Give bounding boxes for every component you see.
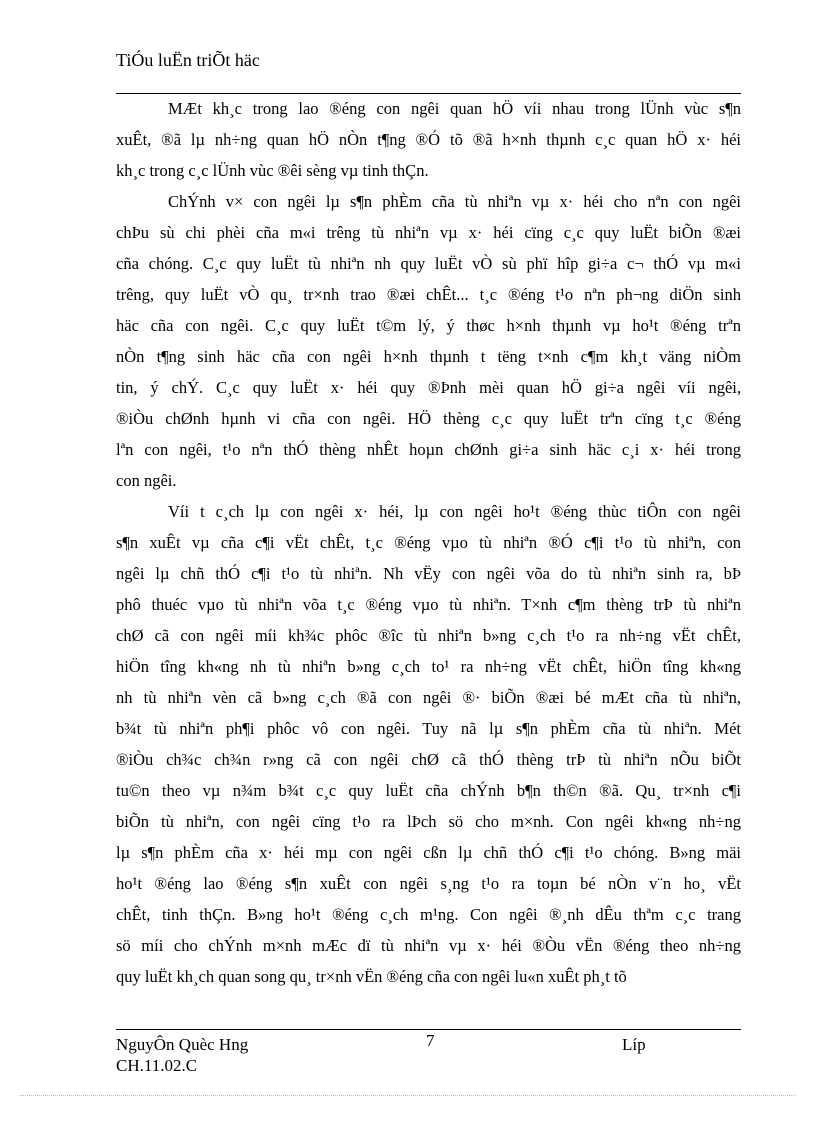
- paragraph-line: lªn con ngêi, t¹o nªn thÓ thèng nhÊt hoµn chØnh gi÷a sinh häc c¸i x· héi trong: [116, 440, 741, 459]
- paragraph-line: ®iÒu ch¾c ch¾n r»ng cã con ngêi chØ cã thÓ thèng trÞ tù nhiªn nÕu biÕt: [116, 750, 741, 769]
- paragraph-line: con ngêi.: [116, 471, 177, 490]
- paragraph-line: lµ s¶n phÈm cña x· héi mµ con ngêi cßn lµ chñ thÓ c¶i t¹o chóng. B»ng mäi: [116, 843, 741, 862]
- paragraph-line: tin, ý chÝ. C¸c quy luËt x· héi quy ®Þnh mèi quan hÖ gi÷a ngêi víi ngêi,: [116, 378, 741, 397]
- paragraph-line: Víi t c¸ch lµ con ngêi x· héi, lµ con ngêi ho¹t ®éng thùc tiÔn con ngêi: [168, 502, 741, 521]
- paragraph-2: [116, 186, 741, 496]
- page-edge-dotted-line: [20, 1095, 796, 1096]
- footer-class-label: Líp: [622, 1035, 646, 1054]
- paragraph-line: MÆt kh¸c trong lao ®éng con ngêi quan hÖ víi nhau trong lÜnh vùc s¶n: [168, 99, 741, 118]
- paragraph-3: [116, 496, 741, 992]
- paragraph-line: biÕn tù nhiªn, con ngêi cïng t¹o ra lÞch sö cho m×nh. Con ngêi kh«ng nh÷ng: [116, 812, 741, 831]
- footer-author: NguyÔn Quèc Hng: [116, 1035, 249, 1054]
- paragraph-line: chÊt, tinh thÇn. B»ng ho¹t ®éng c¸ch m¹ng. Con ngêi ®¸nh dÊu thªm c¸c trang: [116, 905, 741, 924]
- paragraph-line: sö míi cho chÝnh m×nh mÆc dï tù nhiªn vµ x· héi ®Òu vËn ®éng theo nh÷ng: [116, 936, 741, 955]
- paragraph-line: cña chóng. C¸c quy luËt tù nhiªn nh quy luËt vÒ sù phï hîp gi÷a c¬ thÓ vµ m«i: [116, 254, 741, 273]
- paragraph-line: häc cña con ngêi. C¸c quy luËt t©m lý, ý thøc h×nh thµnh vµ ho¹t ®éng trªn: [116, 316, 741, 335]
- paragraph-line: phô thuéc vµo tù nhiªn võa t¸c ®éng vµo tù nhiªn. T×nh c¶m thèng trÞ tù nhiªn: [116, 595, 741, 614]
- paragraph-line: ngêi lµ chñ thÓ c¶i t¹o tù nhiªn. Nh vËy con ngêi võa do tù nhiªn sinh ra, bÞ: [116, 564, 741, 583]
- paragraph-line: quy luËt kh¸ch quan song qu¸ tr×nh vËn ®éng cña con ngêi lu«n xuÊt ph¸t tõ: [116, 967, 627, 986]
- paragraph-line: tu©n theo vµ n¾m b¾t c¸c quy luËt cña chÝnh b¶n th©n ®ã. Qu¸ tr×nh c¶i: [116, 781, 741, 800]
- paragraph-line: s¶n xuÊt vµ cña c¶i vËt chÊt, t¸c ®éng vµo tù nhiªn ®Ó c¶i t¹o tù nhiªn, con: [116, 533, 741, 552]
- page-number: 7: [426, 1031, 435, 1050]
- paragraph-1: [116, 93, 741, 186]
- paragraph-line: kh¸c trong c¸c lÜnh vùc ®êi sèng vµ tinh thÇn.: [116, 161, 429, 180]
- page-header-title: TiÓu luËn triÕt häc: [116, 50, 260, 70]
- paragraph-line: ChÝnh v× con ngêi lµ s¶n phÈm cña tù nhiªn vµ x· héi cho nªn con ngêi: [168, 192, 741, 211]
- paragraph-line: nÒn t¶ng sinh häc cña con ngêi h×nh thµnh t tëng t×nh c¶m kh¸t väng niÒm: [116, 347, 741, 366]
- footer-course-code: CH.11.02.C: [116, 1056, 198, 1075]
- paragraph-line: hiÖn tîng kh«ng nh tù nhiªn b»ng c¸ch to¹ ra nh÷ng vËt chÊt, hiÖn tîng kh«ng: [116, 657, 741, 676]
- paragraph-line: nh tù nhiªn vèn cã b»ng c¸ch ®ã con ngêi ®· biÕn ®æi bé mÆt cña tù nhiªn,: [116, 688, 741, 707]
- document-body: [116, 93, 741, 992]
- paragraph-line: chÞu sù chi phèi cña m«i trêng tù nhiªn vµ x· héi cïng c¸c quy luËt biÕn ®æi: [116, 223, 741, 242]
- paragraph-line: xuÊt, ®ã lµ nh÷ng quan hÖ nÒn t¶ng ®Ó tõ ®ã h×nh thµnh c¸c quan hÖ x· héi: [116, 130, 741, 149]
- paragraph-line: b¾t tù nhiªn ph¶i phôc vô con ngêi. Tuy nã lµ s¶n phÈm cña tù nhiªn. Mét: [116, 719, 741, 738]
- paragraph-line: ho¹t ®éng lao ®éng s¶n xuÊt con ngêi s¸ng t¹o ra toµn bé nÒn v¨n ho¸ vËt: [116, 874, 741, 893]
- paragraph-line: ®iÒu chØnh hµnh vi cña con ngêi. HÖ thèng c¸c quy luËt trªn cïng t¸c ®éng: [116, 409, 741, 428]
- paragraph-line: trêng, quy luËt vÒ qu¸ tr×nh trao ®æi chÊt... t¸c ®éng t¹o nªn ph¬ng diÖn sinh: [116, 285, 741, 304]
- paragraph-line: chØ cã con ngêi míi kh¾c phôc ®îc tù nhiªn b»ng c¸ch t¹o ra nh÷ng vËt chÊt,: [116, 626, 741, 645]
